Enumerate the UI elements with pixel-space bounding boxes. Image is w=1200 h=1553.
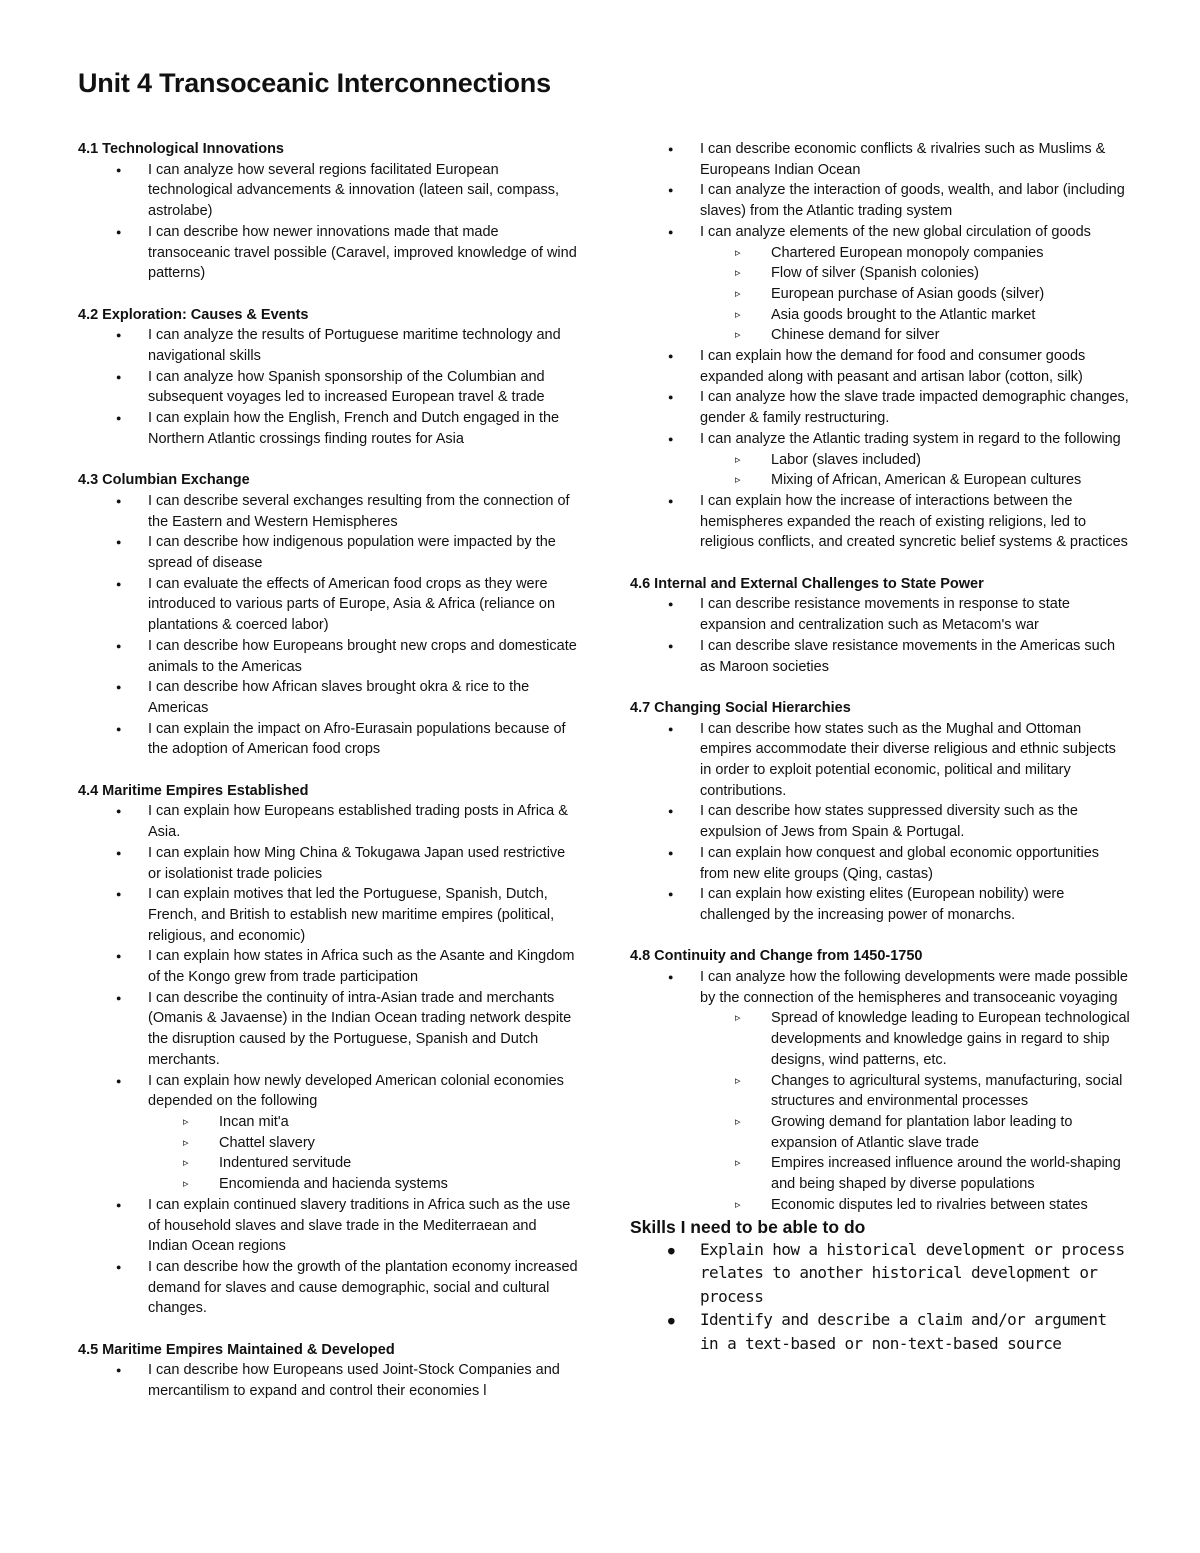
sub-list-item: ▹ Chinese demand for silver [630,325,1130,346]
list-item-text: I can analyze the interaction of goods, wealth, and labor (including slaves) from the Atlantic trading system [700,182,1125,220]
list-item [78,719,578,760]
list-item [78,408,578,449]
sub-list-item: ▹ Mixing of African, American & European cultures [630,470,1130,491]
list-item-text: I can describe how Europeans brought new crops and domesticate animals to the Americas [148,637,577,675]
list-item-text: I can explain how existing elites (European nobility) were challenged by the increasing power of monarchs. [700,886,1065,923]
sub-list-item: ▹ Chartered European monopoly companies [630,243,1130,264]
sub-list-item: ▹ Labor (slaves included) [630,450,1130,471]
list-item-text: I can describe economic conflicts & rivalries such as Muslims & Europeans Indian Ocean [700,141,1106,178]
list-item [630,843,1130,884]
sub-list-item: ▹ Asia goods brought to the Atlantic market [630,305,1130,326]
section [78,139,578,284]
list-item-text: I can explain the impact on Afro-Eurasain populations because of the adoption of American food crops [148,720,566,758]
list-item-text: I can describe how newer innovations made that made transoceanic travel possible (Caravel, improved knowledge of wind patterns) [148,223,577,282]
skills-heading: Skills I need to be able to do [630,1216,866,1237]
bullet-list [78,801,578,1319]
list-item [630,884,1130,925]
list-item [630,801,1130,842]
skills-list [630,1238,1130,1356]
bullet-list [78,325,578,449]
list-item-text: I can explain how states in Africa such as the Asante and Kingdom of the Kongo grew from trade participation [148,948,575,986]
list-item [78,946,578,987]
section [78,1340,578,1402]
list-item [78,1360,578,1401]
list-item [78,1257,578,1319]
list-item-text: I can explain continued slavery traditions in Africa such as the use of household slaves and slave trade in the Mediterraean and Indian Ocean regions [148,1196,571,1255]
list-item [630,139,1130,180]
skill-item: ● Explain how a historical development or process relates to another historical development or process [630,1238,1130,1309]
section-heading: 4.8 Continuity and Change from 1450-1750 [630,948,923,965]
sub-list [148,1112,578,1195]
list-item [78,491,578,532]
bullet-list [630,594,1130,677]
list-item-text: I can analyze how the slave trade impacted demographic changes, gender & family restructuring. [700,389,1129,427]
list-item-text: I can analyze elements of the new global circulation of goods [700,223,1091,240]
sub-list-item: ▹ Spread of knowledge leading to European technological developments and knowledge gains in regard to ship designs, wind patterns, etc. [630,1008,1130,1070]
list-item-text: I can describe the continuity of intra-Asian trade and merchants (Omanis & Javaense) in the Indian Ocean trading network despite the disruption caused by the Portuguese, Spanish and Dutch merchants. [148,989,572,1068]
sub-list-item: ▹ Empires increased influence around the world-shaping and being shaped by diverse populations [630,1153,1130,1194]
list-item-text: I can describe how states such as the Mughal and Ottoman empires accommodate their diverse religious and ethnic subjects in order to exploit potential economic, political and military contributions. [700,720,1116,799]
sub-list [700,1008,1130,1215]
section [630,946,1130,1215]
sub-list-item: ▹ Growing demand for plantation labor leading to expansion of Atlantic slave trade [630,1112,1130,1153]
sub-list-item: ▹ Changes to agricultural systems, manufacturing, social structures and environmental processes [630,1071,1130,1112]
list-item-text: I can explain how the English, French and Dutch engaged in the Northern Atlantic crossings finding routes for Asia [148,410,560,447]
bullet-list [630,967,1130,1215]
bullet-list [78,491,578,760]
list-item-text: I can analyze the results of Portuguese maritime technology and navigational skills [148,327,561,365]
list-item [78,1195,578,1257]
list-item [630,594,1130,635]
section [630,574,1130,678]
page-title: Unit 4 Transoceanic Interconnections [78,68,551,98]
sub-list-item: ▹ Economic disputes led to rivalries between states [630,1195,1130,1216]
skill-item: ● Identify and describe a claim and/or argument in a text-based or non-text-based source [630,1308,1130,1355]
list-item-text: I can explain motives that led the Portuguese, Spanish, Dutch, French, and British to establish new maritime empires (political, religious, and economic) [148,886,555,944]
list-item [630,387,1130,428]
sub-list-item: ▹ Chattel slavery [78,1133,578,1154]
list-item-text: I can explain how Europeans established trading posts in Africa & Asia. [148,803,568,841]
list-item [78,574,578,636]
list-item [630,967,1130,1215]
section-heading: 4.7 Changing Social Hierarchies [630,699,851,716]
list-item-text: I can explain how newly developed American colonial economies depended on the following [148,1072,564,1110]
skills-section [630,1216,1130,1356]
list-item [78,636,578,677]
list-item-text: I can explain how Ming China & Tokugawa Japan used restrictive or isolationist trade policies [148,844,566,882]
sub-list-item: ▹ Encomienda and hacienda systems [78,1174,578,1195]
list-item-text: I can analyze how several regions facilitated European technological advancements & innovation (lateen sail, compass, astrolabe) [148,161,560,220]
list-item [78,325,578,366]
list-item [78,222,578,284]
right-column [630,139,1130,1355]
list-item-text: I can analyze how the following developments were made possible by the connection of the hemispheres and transoceanic voyaging [700,969,1128,1006]
list-item-text: I can explain how conquest and global economic opportunities from new elite groups (Qing, castas) [700,844,1100,882]
sub-list-item: ▹ Incan mit'a [78,1112,578,1133]
list-item-text: I can describe how Europeans used Joint-Stock Companies and mercantilism to expand and control their economies l [148,1362,560,1400]
section-heading: 4.5 Maritime Empires Maintained & Developed [78,1341,395,1358]
list-item-text: I can evaluate the effects of American food crops as they were introduced to various parts of Europe, Asia & Africa (reliance on plantations & coerced labor) [148,575,556,634]
sub-list-item: ▹ Flow of silver (Spanish colonies) [630,263,1130,284]
list-item [78,532,578,573]
list-item-text: I can explain how the increase of interactions between the hemispheres expanded the reach of existing religions, led to religious conflicts, and created syncretic belief systems & practices [700,492,1128,551]
list-item [630,180,1130,221]
section-heading: 4.2 Exploration: Causes & Events [78,306,309,323]
section-heading: 4.4 Maritime Empires Established [78,782,309,799]
section-heading: 4.6 Internal and External Challenges to State Power [630,575,984,592]
list-item [630,222,1130,346]
list-item [630,636,1130,677]
section [78,470,578,760]
bullet-list [78,1360,578,1401]
list-item [78,988,578,1071]
list-item-text: I can describe how states suppressed diversity such as the expulsion of Jews from Spain & Portugal. [700,803,1078,841]
section-heading: 4.1 Technological Innovations [78,141,284,157]
list-item-text: I can explain how the demand for food and consumer goods expanded along with peasant and artisan labor (cotton, silk) [700,348,1086,385]
left-column [78,139,578,1423]
continued-section-4-5 [630,139,1130,553]
sub-list-item: ▹ Indentured servitude [78,1153,578,1174]
list-item-text: I can describe how the growth of the plantation economy increased demand for slaves and cause demographic, social and cultural changes. [148,1258,578,1317]
bullet-list [630,139,1130,553]
list-item [78,884,578,946]
section [78,305,578,450]
right-sections [630,574,1130,1216]
list-item [630,346,1130,387]
list-item-text: I can analyze how Spanish sponsorship of the Columbian and subsequent voyages led to increased European travel & trade [148,368,545,406]
list-item [78,367,578,408]
list-item [78,801,578,842]
section-heading: 4.3 Columbian Exchange [78,472,250,489]
bullet-list [630,719,1130,926]
section-continued [630,139,1130,553]
list-item-text: I can describe resistance movements in response to state expansion and centralization such as Metacom's war [700,596,1070,634]
list-item [78,843,578,884]
list-item [78,1071,578,1195]
sub-list [700,243,1130,347]
sub-list [700,450,1130,491]
list-item-text: I can describe how indigenous population were impacted by the spread of disease [148,534,556,572]
list-item-text: I can describe slave resistance movements in the Americas such as Maroon societies [700,637,1116,675]
list-item [630,491,1130,553]
bullet-list [78,160,578,284]
list-item-text: I can describe several exchanges resulting from the connection of the Eastern and Western Hemispheres [148,492,570,530]
list-item [78,677,578,718]
section [78,781,578,1319]
list-item [78,160,578,222]
list-item-text: I can describe how African slaves brought okra & rice to the Americas [148,679,530,716]
sub-list-item: ▹ European purchase of Asian goods (silver) [630,284,1130,305]
list-item [630,429,1130,491]
section [630,698,1130,926]
list-item-text: I can analyze the Atlantic trading system in regard to the following [700,430,1121,447]
list-item [630,719,1130,802]
